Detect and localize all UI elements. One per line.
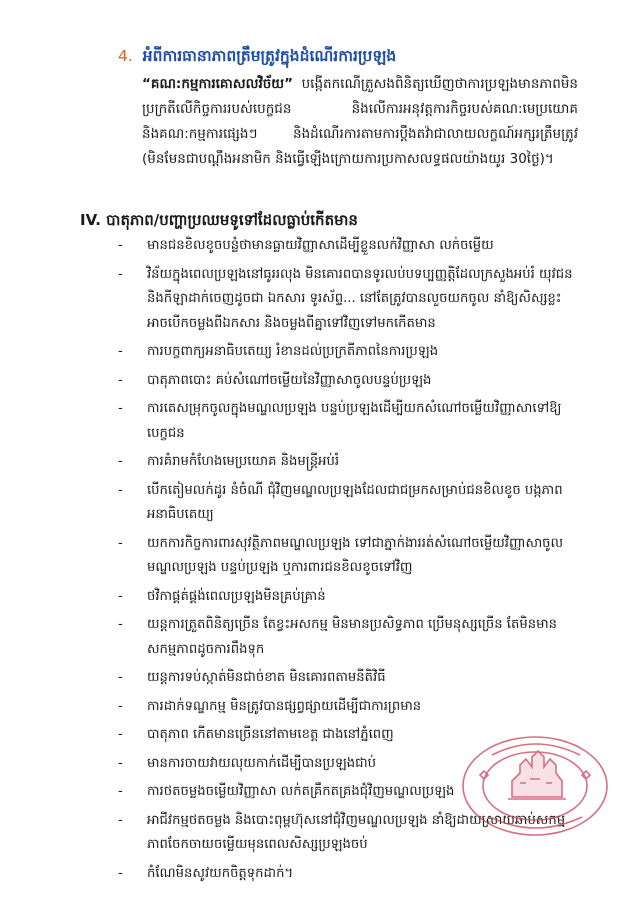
list-item-text: កំណែមិនសូវយកចិត្តទុកដាក់។ [147, 865, 294, 881]
list-item [118, 234, 588, 259]
bullet-dash: - [118, 727, 123, 742]
bullet-dash: - [118, 588, 123, 604]
bullet-dash: - [118, 401, 123, 416]
list-item [118, 695, 588, 720]
official-seal-stamp [460, 735, 610, 837]
bullet-dash: - [118, 698, 123, 714]
bullet-dash: - [118, 670, 123, 685]
list-item-text: បើកតៀមលក់ដូរ នំចំណី ជុំវិញមណ្ឌលប្រឡងដែលជាជម្រកសម្រាប់ជនខិលខូច បង្កភាពអនាធិបតេយ្យ [147, 482, 563, 522]
list-item [118, 532, 588, 581]
bullet-dash: - [118, 812, 123, 828]
list-item-text: ការថតចម្លងចម្លើយវិញ្ញាសា លក់តគ្រឹកតគ្រងជុំវិញមណ្ឌលប្រឡង [147, 784, 455, 799]
list-item [118, 397, 588, 446]
bullet-dash: - [118, 344, 123, 359]
list-item-text: យន្តការត្រួតពិនិត្យច្រើន តែខ្វះអសកម្ម មិនមានប្រសិទ្ធភាព ប្រើមនុស្សច្រើន តែមិនមានសកម្មភាពដូចការពឹងទុក [147, 617, 558, 657]
bullet-dash: - [118, 454, 123, 469]
list-item-text: បាតុភាព កើតមានច្រើននៅតាមខេត្ត ជាងនៅភ្នំពេញ [147, 727, 394, 742]
list-item-text: មានជនខិលខូចបន្លំថាមានធ្លាយវិញ្ញាសាដើម្បីខ្លួនលក់វិញ្ញាសា លក់ចម្លើយ [147, 238, 494, 253]
bullet-dash: - [118, 755, 123, 771]
list-item-text: យកការកិច្ចការពារសុវត្ថិភាពមណ្ឌលប្រឡង ទៅជាភ្នាក់ងាររត់សំណៅចម្លើយវិញ្ញាសាចូលមណ្ឌលប្រឡង បន្ទប់ប្រឡង ឬការពារជនខិលខូចទៅវិញ [147, 535, 564, 575]
bullet-dash: - [118, 372, 123, 388]
list-item [118, 479, 588, 528]
list-item-text: មានការចាយវាយលុយកាក់ដើម្បីបានប្រឡងជាប់ [147, 755, 377, 771]
list-item-text: ការតេសម្រុកចូលក្នុងមណ្ឌលប្រឡង បន្ទប់ប្រឡងដើម្បីយកសំណៅចម្លើយវិញ្ញាសាទៅឱ្យបេក្ខជន [147, 401, 562, 441]
list-item [118, 585, 588, 610]
bullet-dash: - [118, 784, 123, 799]
list-item-text: ថវិកាផ្គត់ផ្គង់ពេលប្រឡងមិនគ្រប់គ្រាន់ [147, 588, 326, 604]
committee-name: “គណ:កម្មការគោសលវិច័យ” [142, 76, 294, 92]
list-item [118, 369, 588, 394]
list-item [118, 263, 588, 337]
list-item-text: ការបក្ខពាក្យអនាធិបតេយ្យ រំខានដល់ប្រក្រតីភាពនៃការប្រឡង [147, 344, 439, 359]
list-item [118, 862, 588, 887]
list-item-text: ការគំរាមកំហែងមេប្រយោគ និងមន្ត្រីអប់រំ [147, 454, 340, 469]
list-item [118, 613, 588, 662]
section-4-heading [118, 44, 396, 68]
bullet-dash: - [118, 617, 123, 632]
list-item-text: ការដាក់ទណ្ឌកម្ម មិនត្រូវបានផ្សព្វផ្សាយដើម្បីជាការព្រមាន [147, 698, 422, 714]
bullet-dash: - [118, 482, 123, 498]
bullet-dash: - [118, 535, 123, 551]
section-4-number: 4. [118, 47, 133, 65]
bullet-dash: - [118, 865, 123, 881]
list-item-text: វិន័យក្នុងពេលប្រឡងនៅធូររលុង មិនគោរពបានទូរលប់បទប្បញ្ញត្តិដែលក្រសួងអប់រំ យុវជន និងកីឡាដាក់ចេញដូចជា ឯកសារ ទូរស័ព្ទ... នៅតែត្រូវបានលួចយកចូល នាំឱ្យសិស្សខ្លះអាចបើកចម្លងពីឯកសារ និងចម្លងពីគ្នាទៅវិញទៅមកកើតមាន [147, 266, 573, 331]
committee-paragraph [142, 72, 578, 172]
list-item-text: អាជីវកម្មថតចម្លង និងបោះពុម្ពហ៊ុសនៅជុំវិញមណ្ឌលប្រឡង នាំឱ្យដាយស្រាយឆាប់សកម្មភាពចែកចាយចម្លើយមុនពេលសិស្សប្រឡងចប់ [147, 812, 566, 852]
bullet-dash: - [118, 266, 123, 282]
section-iv-heading: IV. បាតុភាព/បញ្ហាប្រឈមទូទៅដែលធ្លាប់កើតមាន [80, 211, 358, 229]
list-item-text: យន្តការទប់ស្កាត់មិនជាច់ខាត មិនគោរពតាមនីតិវិធី [147, 670, 386, 685]
list-item [118, 340, 588, 365]
committee-paragraph-text: បង្កើតកណើត្រួសងពិនិត្យឃើញថាការប្រឡងមានភាពមិនប្រក្រតីលើកិច្ចការរបស់បេក្ខជន និងលើការអនុវត្តការកិច្ចរបស់គណ:មេប្រយោគ និងគណ:កម្មការផ្សេងៗ និងដំណើរការតាមការប្តឹងតវ៉ាជាលាយលក្ខណ៍អក្សរត្រឹមត្រូវ (មិនមែនជាបណ្តឹងអនាមិក និងធ្វើឡើងក្រោយការប្រកាសលទ្ធផលយ៉ាងយូរ 30ថ្ងៃ)។ [142, 76, 578, 167]
list-item-text: បាតុភាពបោះ គប់សំណៅចម្លើយនៃវិញ្ញាសាចូលបន្ទប់ប្រឡង [147, 372, 432, 388]
section-4-title: អំពីការធានាភាពត្រឹមត្រូវក្នុងដំណើរការប្រឡង [142, 47, 397, 65]
list-item [118, 666, 588, 691]
bullet-dash: - [118, 238, 123, 253]
list-item [118, 450, 588, 475]
